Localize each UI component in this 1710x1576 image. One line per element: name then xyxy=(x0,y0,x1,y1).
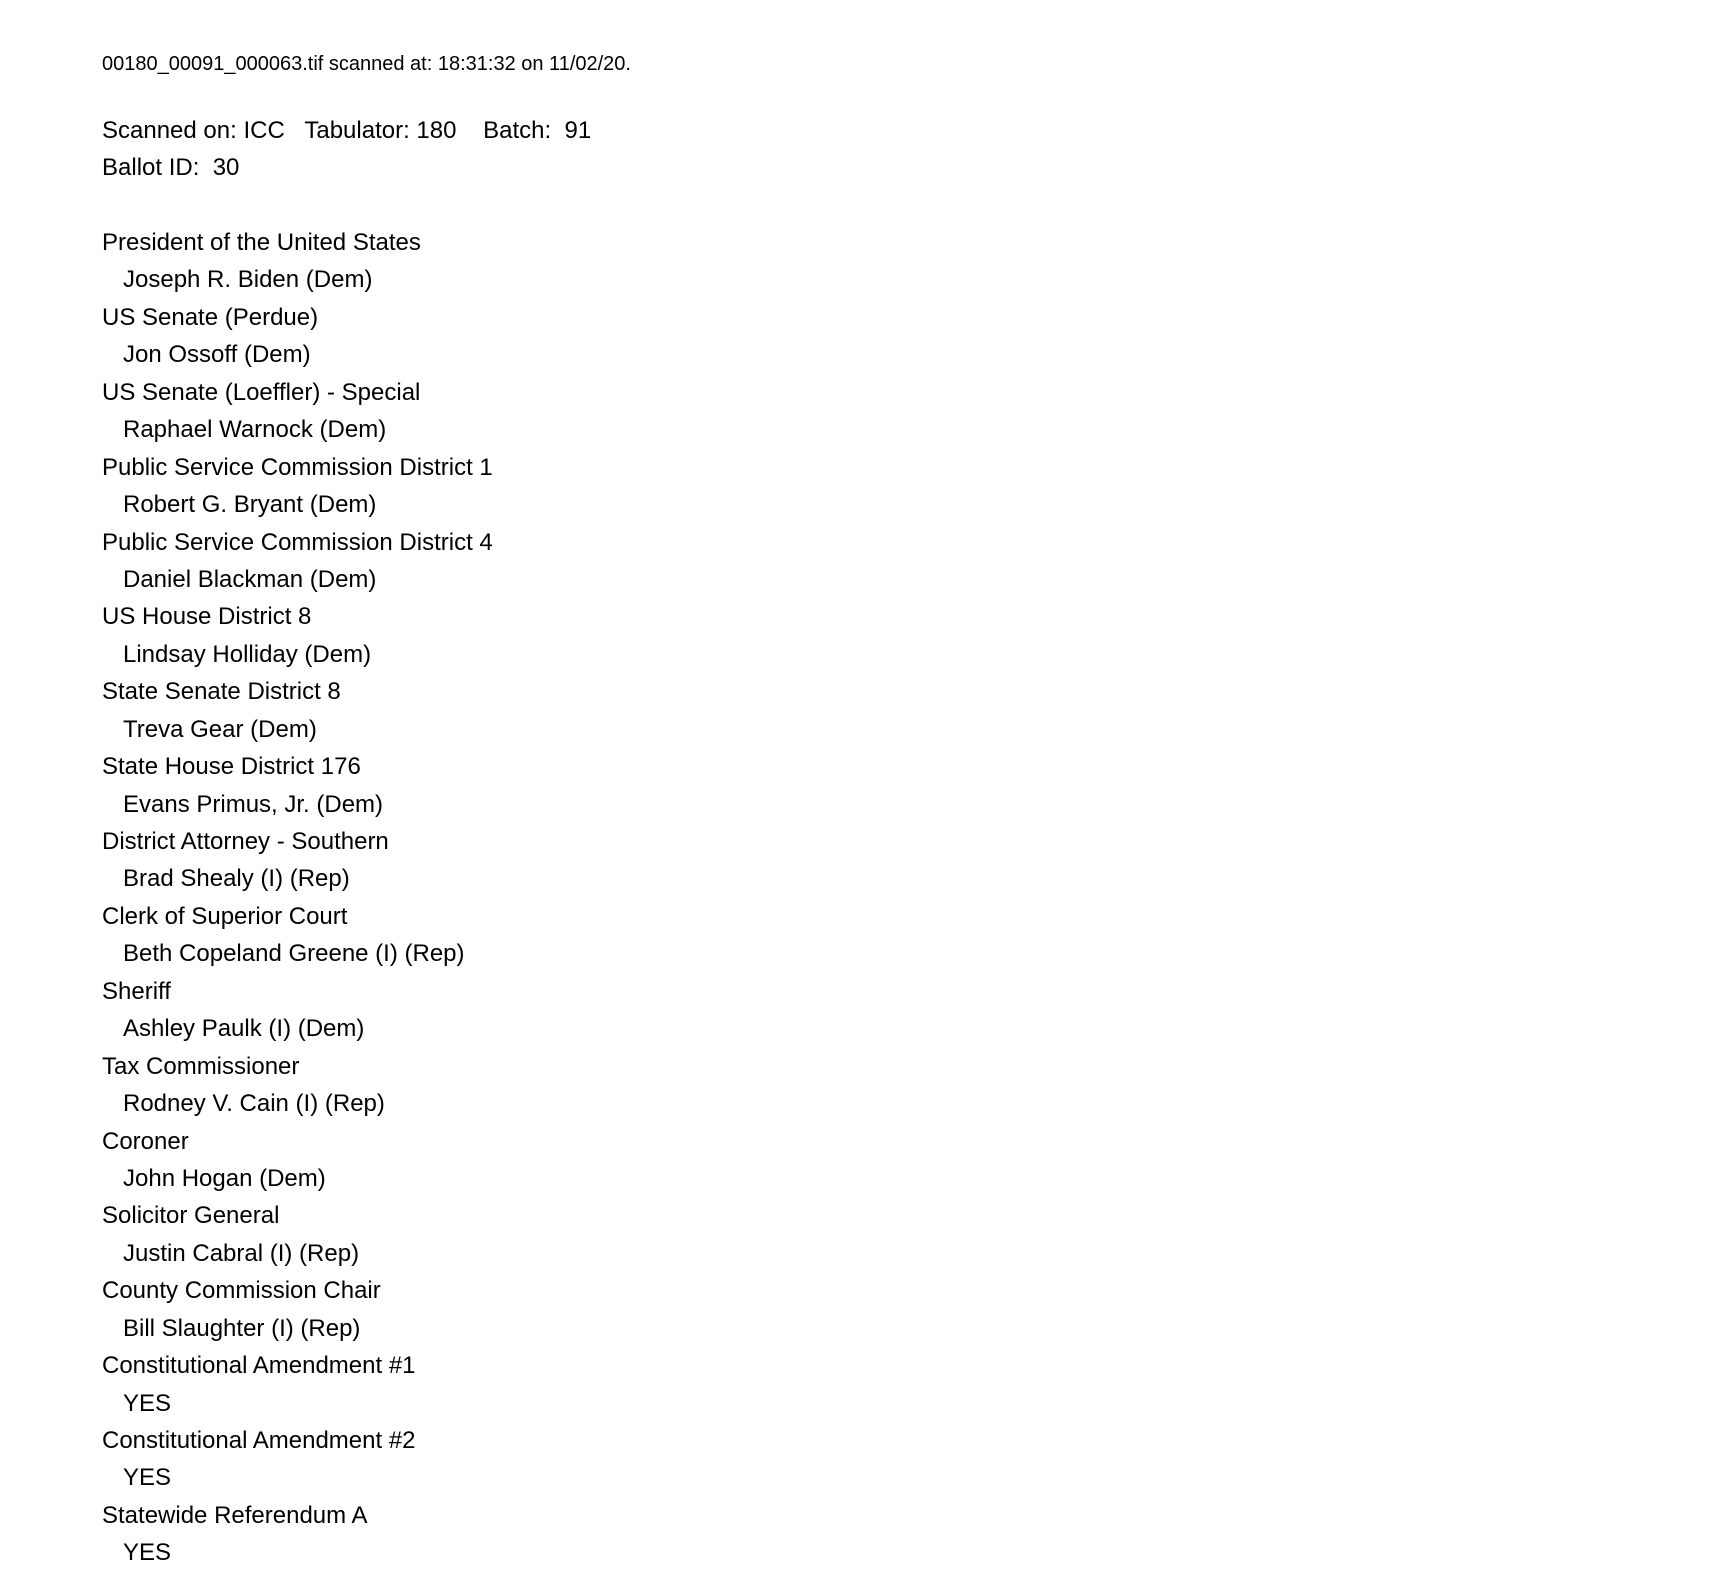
contest-selection: YES xyxy=(123,1539,172,1567)
contest-selection: YES xyxy=(123,1464,172,1492)
contest-title: State Senate District 8 xyxy=(102,678,341,706)
contest-title: Clerk of Superior Court xyxy=(102,902,348,930)
contest-title: Tax Commissioner xyxy=(102,1052,300,1080)
contest-selection: Rodney V. Cain (I) (Rep) xyxy=(123,1090,385,1118)
contest-selection: Jon Ossoff (Dem) xyxy=(123,341,311,369)
contest-title: State House District 176 xyxy=(102,753,361,781)
contest-title: Public Service Commission District 4 xyxy=(102,528,493,556)
contest-selection: Lindsay Holliday (Dem) xyxy=(123,640,372,668)
contest-title: Coroner xyxy=(102,1127,189,1155)
contest-selection: Bill Slaughter (I) (Rep) xyxy=(123,1314,361,1342)
contest-title: District Attorney - Southern xyxy=(102,828,389,855)
contest-title: US Senate (Perdue) xyxy=(102,303,319,331)
contest-title: President of the United States xyxy=(102,229,421,256)
contest-title: Statewide Referendum A xyxy=(102,1501,368,1529)
contest-title: Public Service Commission District 1 xyxy=(102,453,493,481)
contest-selection: Joseph R. Biden (Dem) xyxy=(123,266,373,294)
contest-title: US Senate (Loeffler) - Special xyxy=(102,378,421,406)
contest-title: Sheriff xyxy=(102,977,171,1005)
scan-header: 00180_00091_000063.tif scanned at: 18:31:32 on 11/02/20. xyxy=(102,53,631,75)
contest-selection: Treva Gear (Dem) xyxy=(123,715,317,743)
contest-selection: Robert G. Bryant (Dem) xyxy=(123,491,377,519)
contest-selection: Justin Cabral (I) (Rep) xyxy=(123,1239,360,1267)
contest-title: US House District 8 xyxy=(102,603,312,631)
contest-title: Solicitor General xyxy=(102,1202,280,1230)
contest-selection: Evans Primus, Jr. (Dem) xyxy=(123,790,384,818)
contest-selection: Beth Copeland Greene (I) (Rep) xyxy=(123,940,465,968)
contest-selection: YES xyxy=(123,1389,172,1417)
contest-title: County Commission Chair xyxy=(102,1277,381,1305)
scan-info: Scanned on: ICC Tabulator: 180 Batch: 91 xyxy=(102,117,592,144)
ballot-id: Ballot ID: 30 xyxy=(102,154,240,181)
contest-selection: Daniel Blackman (Dem) xyxy=(123,565,377,593)
contest-selection: Ashley Paulk (I) (Dem) xyxy=(123,1015,365,1043)
contest-selection: Brad Shealy (I) (Rep) xyxy=(123,865,350,893)
contest-title: Constitutional Amendment #1 xyxy=(102,1352,416,1380)
contest-list xyxy=(102,228,493,1576)
contest-title: Constitutional Amendment #2 xyxy=(102,1427,416,1454)
contest-selection: John Hogan (Dem) xyxy=(123,1164,326,1192)
contest-selection: Raphael Warnock (Dem) xyxy=(123,416,387,444)
